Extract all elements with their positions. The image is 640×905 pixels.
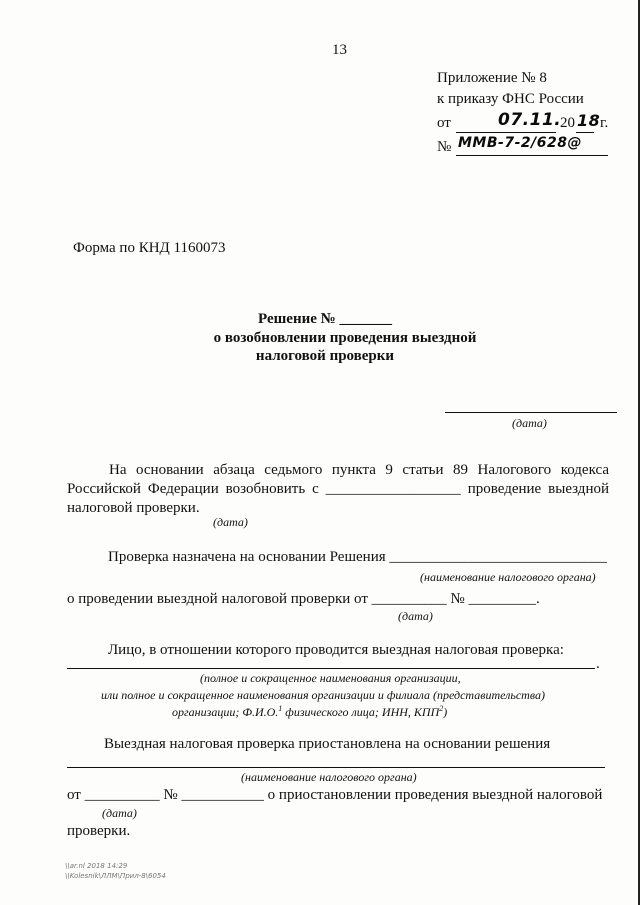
resume-paragraph: На основании абзаца седьмого пункта 9 статьи 89 Налогового кодекса Российской Федерации возобновить с __________________ проведение выездной налоговой проверки. [67,462,609,516]
taxpayer-caption-line1: (полное и сокращенное наименования организации, [200,671,461,685]
decision-subtitle-line1: о возобновлении проведения выездной [213,330,477,346]
footer-stamp-line1: \\ar.nl 2018 14:29 [65,862,128,870]
appendix-number-handwritten: ММВ-7-2/628@ [458,135,582,151]
caption-part-c: ) [443,705,448,719]
caption-part-a: организации; Ф.И.О. [172,705,279,719]
appendix-date-underline [456,132,556,133]
taxpayer-underline [67,668,595,669]
footer-stamp-line2: \\Kolesnik\ЛЛМ\Прил-8\6054 [65,872,166,880]
suspension-line: Выездная налоговая проверка приостановлена на основании решения [104,736,551,752]
page-number: 13 [332,42,347,58]
suspension-date-caption: (дата) [102,806,137,820]
appendix-order: к приказу ФНС России [437,91,584,107]
taxpayer-line: Лицо, в отношении которого проводится выездная налоговая проверка: [108,642,564,658]
decision-date-caption: (дата) [512,416,547,430]
suspension-authority-caption: (наименование налогового органа) [241,770,417,784]
suspension-end-line: проверки. [67,823,131,839]
appendix-date-handwritten: 07.11. [498,110,562,130]
decision-subtitle-line2: налоговой проверки [255,348,395,364]
basis-date-caption: (дата) [398,609,433,623]
basis-audit-line: о проведении выездной налоговой проверки от __________ № _________. [67,591,540,607]
appendix-date-suffix: г. [600,115,609,131]
caption-part-b: физического лица; ИНН, КПП [282,705,440,719]
appendix-date-prefix: от [437,115,451,131]
appendix-number-prefix: № [437,139,452,155]
basis-authority-caption: (наименование налогового органа) [420,570,596,584]
appendix-year-prefix: 20 [560,115,575,131]
taxpayer-trailing-dot: . [596,656,600,672]
appendix-year-underline [576,132,594,133]
suspension-decision-line: от __________ № ___________ о приостановлении проведения выездной налоговой [67,787,603,803]
appendix-title: Приложение № 8 [437,70,547,86]
taxpayer-caption-line2: или полное и сокращенное наименования организации и филиала (представительства) [101,688,545,702]
taxpayer-caption-line3 [172,704,447,720]
suspension-underline [67,767,605,768]
appendix-number-underline [456,155,608,156]
appendix-year-handwritten: 18 [577,111,601,130]
decision-date-line [445,412,617,413]
footnote-ref-2: 2 [439,704,444,713]
basis-decision-line: Проверка назначена на основании Решения _____________________________ [108,549,607,565]
resume-date-caption: (дата) [213,515,248,529]
form-code: Форма по КНД 1160073 [73,240,226,256]
footnote-ref-1: 1 [278,704,283,713]
decision-title: Решение № _______ [258,311,392,327]
